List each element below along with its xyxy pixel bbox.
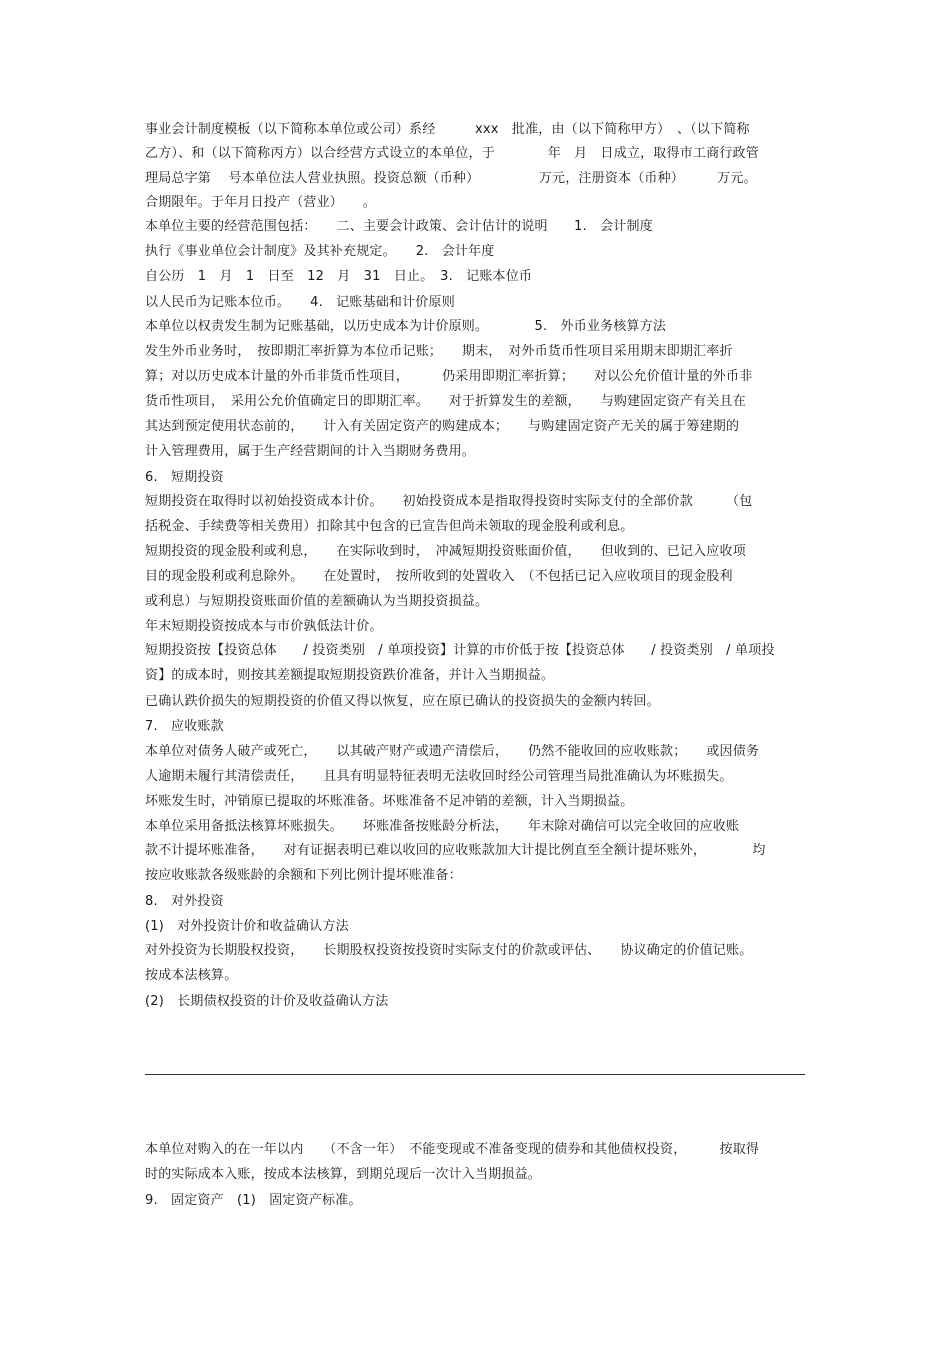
text-line: 按成本法核算。 (145, 968, 238, 983)
text-line: 短期投资的现金股利或利息， 在实际收到时， 冲减短期投资账面价值， 但收到的、已记入应收项 (145, 544, 746, 559)
text-line: 时的实际成本入账，按成本法核算，到期兑现后一次计入当期损益。 (145, 1167, 542, 1182)
text-line: 资】的成本时，则按其差额提取短期投资跌价准备，并计入当期损益。 (145, 668, 555, 683)
text-line: 计入管理费用，属于生产经营期间的计入当期财务费用。 (145, 444, 476, 459)
text-line: 本单位以权责发生制为记账基础，以历史成本为计价原则。 5. 外币业务核算方法 (145, 319, 667, 334)
text-line: 本单位主要的经营范围包括： 二、主要会计政策、会计估计的说明 1. 会计制度 (145, 219, 653, 234)
text-line: 理局总字第 号本单位法人营业执照。投资总额（币种） 万元，注册资本（币种） 万元。 (145, 171, 757, 186)
text-line: 按应收账款各级账龄的余额和下列比例计提坏账准备： (145, 868, 462, 883)
subsection-heading: (2) 长期债权投资的计价及收益确认方法 (145, 994, 389, 1009)
text-line: 其达到预定使用状态前的， 计入有关固定资产的购建成本； 与购建固定资产无关的属于筹建期的 (145, 419, 740, 434)
text-line: 年末短期投资按成本与市价孰低法计价。 (145, 619, 383, 634)
text-line: 目的现金股利或利息除外。 在处置时， 按所收到的处置收入 （不包括已记入应收项目的现金股利 (145, 569, 733, 584)
text-line: 坏账发生时，冲销原已提取的坏账准备。坏账准备不足冲销的差额，计入当期损益。 (145, 794, 634, 809)
text-line: 算；对以历史成本计量的外币非货币性项目， 仍采用即期汇率折算； 对以公允价值计量的外币非 (145, 369, 753, 384)
text-line: 人逾期未履行其清偿责任， 且具有明显特征表明无法收回时经公司管理当局批准确认为坏账损失。 (145, 769, 733, 784)
text-line: 短期投资在取得时以初始投资成本计价。 初始投资成本是指取得投资时实际支付的全部价款 （包 (145, 494, 753, 509)
text-line: 货币性项目， 采用公允价值确定日的即期汇率。 对于折算发生的差额， 与购建固定资产有关且在 (145, 394, 746, 409)
text-line: 款不计提坏账准备， 对有证据表明已难以收回的应收账款加大计提比例直至全额计提坏账外， 均 (145, 843, 766, 858)
subsection-heading: (1) 对外投资计价和收益确认方法 (145, 919, 349, 934)
text-line: 已确认跌价损失的短期投资的价值又得以恢复，应在原已确认的投资损失的金额内转回。 (145, 694, 660, 709)
text-line: 以人民币为记账本位币。 4. 记账基础和计价原则 (145, 295, 455, 310)
text-line: 本单位对购入的在一年以内 （不含一年） 不能变现或不准备变现的债券和其他债权投资， 按取得 (145, 1142, 760, 1157)
text-line: 或利息）与短期投资账面价值的差额确认为当期投资损益。 (145, 594, 489, 609)
text-line: 本单位对债务人破产或死亡， 以其破产财产或遗产清偿后， 仍然不能收回的应收账款； 或因债务 (145, 744, 760, 759)
text-line: 本单位采用备抵法核算坏账损失。 坏账准备按账龄分析法， 年末除对确信可以完全收回的应收账 (145, 819, 740, 834)
text-line: 执行《事业单位会计制度》及其补充规定。 2. 会计年度 (145, 244, 495, 259)
section-heading: 9. 固定资产 (1) 固定资产标准。 (145, 1193, 362, 1208)
text-line: 发生外币业务时， 按即期汇率折算为本位币记账； 期末， 对外币货币性项目采用期末即期汇率折 (145, 344, 733, 359)
page-divider (145, 1074, 805, 1075)
text-line: 乙方）、和（以下简称丙方）以合经营方式设立的本单位，于 年 月 日成立，取得市工商行政管 (145, 146, 759, 161)
text-line: 自公历 1 月 1 日至 12 月 31 日止。 3. 记账本位币 (145, 269, 533, 284)
text-line: 合期限年。于年月日投产（营业） 。 (145, 195, 377, 210)
text-line: 事业会计制度模板（以下简称本单位或公司）系经 xxx 批准，由（以下简称甲方） 、（以下简称 (145, 122, 750, 137)
section-heading: 7. 应收账款 (145, 719, 224, 734)
text-line: 括税金、手续费等相关费用）扣除其中包含的已宣告但尚未领取的现金股利或利息。 (145, 519, 634, 534)
text-line: 短期投资按【投资总体 / 投资类别 / 单项投资】计算的市价低于按【投资总体 / 投资类别 / 单项投 (145, 643, 775, 658)
text-line: 对外投资为长期股权投资， 长期股权投资按投资时实际支付的价款或评估、 协议确定的价值记账。 (145, 943, 753, 958)
section-heading: 6. 短期投资 (145, 470, 224, 485)
section-heading: 8. 对外投资 (145, 894, 224, 909)
